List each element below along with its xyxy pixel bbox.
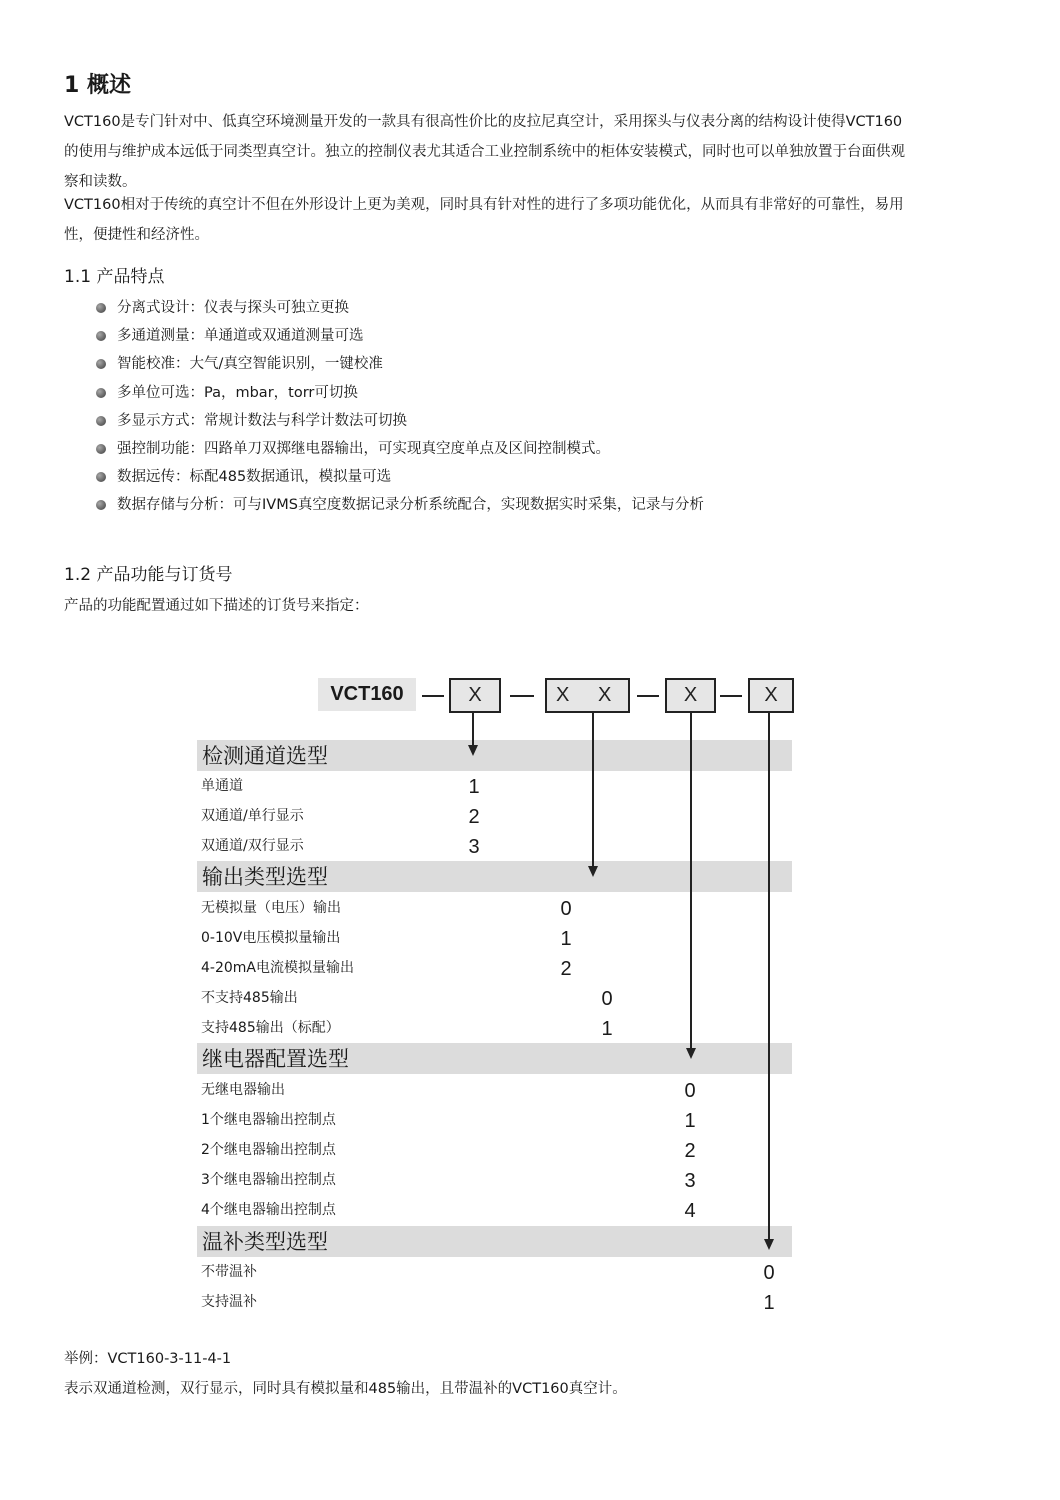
arrow-down-icon	[468, 745, 478, 756]
option-code: 0	[560, 898, 572, 920]
code-box-output	[545, 678, 630, 713]
option-label: 双通道/双行显示	[201, 838, 304, 854]
order-code-intro: 产品的功能配置通过如下描述的订货号来指定：	[64, 598, 369, 614]
code-box-relay: X	[665, 678, 716, 713]
option-label: 单通道	[201, 778, 243, 794]
overview-paragraph-1-line: VCT160是专门针对中、低真空环境测量开发的一款具有很高性价比的皮拉尼真空计，采用探头与仪表分离的结构设计使得VCT160	[64, 114, 903, 130]
arrow-line-relay	[690, 711, 692, 1049]
option-label: 4个继电器输出控制点	[201, 1202, 336, 1218]
arrow-down-icon	[764, 1239, 774, 1250]
group-title: 温补类型选型	[202, 1230, 328, 1254]
group-title: 继电器配置选型	[202, 1047, 349, 1071]
option-code: 2	[468, 806, 480, 828]
bullet-icon	[96, 472, 106, 482]
group-band-output	[197, 861, 792, 892]
order-code-heading: 1.2 产品功能与订货号	[64, 565, 233, 585]
option-label: 1个继电器输出控制点	[201, 1112, 336, 1128]
example-description: 表示双通道检测，双行显示，同时具有模拟量和485输出，且带温补的VCT160真空计。	[64, 1381, 627, 1397]
feature-text: 数据远传：标配485数据通讯，模拟量可选	[117, 469, 392, 486]
feature-text: 分离式设计：仪表与探头可独立更换	[117, 300, 349, 317]
option-label: 0-10V电压模拟量输出	[201, 930, 341, 946]
code-box-output-char: X	[556, 684, 570, 706]
option-code: 1	[468, 776, 480, 798]
bullet-icon	[96, 444, 106, 454]
separator-dash	[422, 695, 444, 697]
option-label: 2个继电器输出控制点	[201, 1142, 336, 1158]
feature-item	[96, 463, 704, 491]
arrow-line-temp	[768, 711, 770, 1240]
features-heading: 1.1 产品特点	[64, 267, 165, 287]
bullet-icon	[96, 303, 106, 313]
feature-item	[96, 491, 704, 519]
option-code: 2	[684, 1140, 696, 1162]
overview-paragraph-2	[64, 190, 999, 250]
option-label: 无模拟量（电压）输出	[201, 900, 341, 916]
section-title: 1 概述	[64, 73, 131, 98]
code-box-temp: X	[748, 678, 794, 713]
option-label: 无继电器输出	[201, 1082, 285, 1098]
option-code: 0	[684, 1080, 696, 1102]
group-title: 检测通道选型	[202, 744, 328, 768]
group-title: 输出类型选型	[202, 865, 328, 889]
option-code: 3	[684, 1170, 696, 1192]
feature-text: 数据存储与分析：可与IVMS真空度数据记录分析系统配合，实现数据实时采集，记录与分析	[117, 497, 704, 514]
option-label: 支持温补	[201, 1294, 257, 1310]
option-label: 双通道/单行显示	[201, 808, 304, 824]
option-label: 不带温补	[201, 1264, 257, 1280]
model-label: VCT160	[318, 678, 416, 711]
group-band-channel	[197, 740, 792, 771]
overview-paragraph-1	[64, 107, 999, 197]
option-code: 4	[684, 1200, 696, 1222]
option-code: 3	[468, 836, 480, 858]
separator-dash	[510, 695, 534, 697]
option-label: 支持485输出（标配）	[201, 1020, 340, 1036]
option-label: 3个继电器输出控制点	[201, 1172, 336, 1188]
option-code: 1	[684, 1110, 696, 1132]
option-code: 0	[601, 988, 613, 1010]
feature-text: 多显示方式：常规计数法与科学计数法可切换	[117, 412, 407, 429]
code-box-output-char: X	[598, 684, 612, 706]
feature-text: 多通道测量：单通道或双通道测量可选	[117, 328, 364, 345]
option-code: 0	[763, 1262, 775, 1284]
option-label: 4-20mA电流模拟量输出	[201, 960, 354, 976]
option-code: 1	[763, 1292, 775, 1314]
overview-paragraph-1-line: 察和读数。	[64, 174, 137, 190]
option-label: 不支持485输出	[201, 990, 298, 1006]
bullet-icon	[96, 388, 106, 398]
overview-paragraph-2-line: 性，便捷性和经济性。	[64, 227, 209, 243]
arrow-line-channel	[472, 711, 474, 745]
overview-paragraph-1-line: 的使用与维护成本远低于同类型真空计。独立的控制仪表尤其适合工业控制系统中的柜体安装模式，同时也可以单独放置于台面供观	[64, 144, 905, 160]
feature-item	[96, 379, 704, 407]
option-code: 1	[601, 1018, 613, 1040]
feature-text: 多单位可选：Pa，mbar，torr可切换	[117, 384, 358, 401]
feature-item	[96, 322, 704, 350]
group-band-relay	[197, 1043, 792, 1074]
bullet-icon	[96, 331, 106, 341]
feature-item	[96, 350, 704, 378]
feature-list	[96, 294, 704, 520]
overview-paragraph-2-line: VCT160相对于传统的真空计不但在外形设计上更为美观，同时具有针对性的进行了多项功能优化，从而具有非常好的可靠性，易用	[64, 197, 904, 213]
arrow-down-icon	[686, 1048, 696, 1059]
arrow-down-icon	[588, 866, 598, 877]
feature-item	[96, 407, 704, 435]
option-code: 1	[560, 928, 572, 950]
feature-item	[96, 435, 704, 463]
bullet-icon	[96, 500, 106, 510]
feature-item	[96, 294, 704, 322]
bullet-icon	[96, 416, 106, 426]
separator-dash	[720, 695, 742, 697]
feature-text: 智能校准：大气/真空智能识别，一键校准	[117, 356, 383, 373]
group-band-temp	[197, 1226, 792, 1257]
bullet-icon	[96, 359, 106, 369]
option-code: 2	[560, 958, 572, 980]
code-box-channel: X	[449, 678, 501, 713]
feature-text: 强控制功能：四路单刀双掷继电器输出，可实现真空度单点及区间控制模式。	[117, 441, 610, 458]
arrow-line-output	[592, 711, 594, 867]
separator-dash	[637, 695, 659, 697]
example-code: 举例：VCT160-3-11-4-1	[64, 1351, 232, 1367]
